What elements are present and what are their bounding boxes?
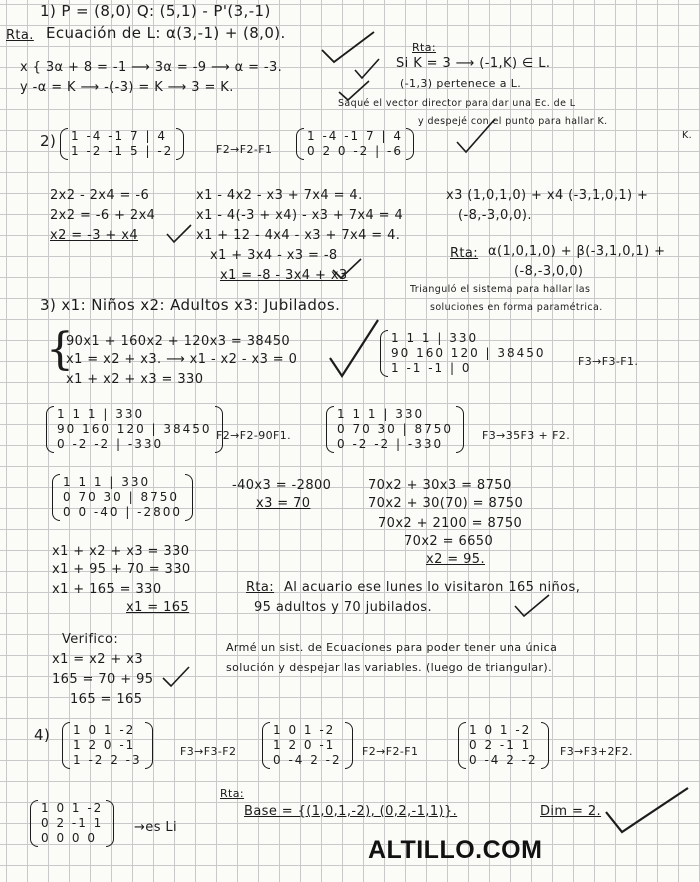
p3-v-1: x1 = x2 + x3 — [52, 652, 144, 667]
matrix-row: 1 -2 -1 5 | -2 — [71, 144, 174, 158]
matrix-row: 0 -2 -2 | -330 — [57, 437, 164, 451]
matrix-row: 1 -2 2 -3 — [73, 753, 142, 767]
matrix-row: 1 0 1 -2 — [469, 723, 532, 737]
matrix-row: 0 -2 -2 | -330 — [337, 437, 444, 451]
p4-matrix-2 — [262, 722, 353, 769]
p4-row-op-3: F3→F3+2F2. — [560, 745, 633, 758]
p2-rta-2: (-8,-3,0,0) — [514, 264, 584, 279]
matrix-row: 0 2 -1 1 — [469, 738, 532, 752]
p2-matrix-1 — [60, 128, 184, 160]
p3-rta-1: Al acuario ese lunes lo visitaron 165 niños, — [284, 580, 581, 595]
p3-matrix-d — [52, 474, 193, 521]
p2-note-2: soluciones en forma paramétrica. — [430, 302, 603, 313]
matrix-row: 1 0 1 -2 — [41, 801, 104, 815]
p2-rta-label: Rta: — [450, 246, 479, 261]
p4-base: Base = {(1,0,1,-2), (0,2,-1,1)}. — [244, 804, 458, 819]
p2-eq-6: x1 + 12 - 4x4 - x3 + 7x4 = 4. — [196, 228, 401, 243]
p2-rta-1: α(1,0,1,0) + β(-3,1,0,1) + — [488, 244, 666, 259]
matrix-row: 1 1 1 | 330 — [337, 407, 425, 421]
matrix-row: 0 2 0 -2 | -6 — [307, 144, 403, 158]
p3-note-2: solución y despejar las variables. (luego de triangular). — [226, 661, 552, 674]
p3-e-3: 70x2 + 30x3 = 8750 — [368, 478, 512, 493]
p3-f-1: x1 + x2 + x3 = 330 — [52, 544, 190, 559]
check-mark-icon — [326, 316, 382, 380]
check-mark-icon — [160, 664, 192, 690]
p4-label: 4) — [34, 726, 51, 744]
matrix-row: 0 -4 2 -2 — [469, 753, 538, 767]
p4-row-op-1: F3→F3-F2 — [180, 745, 237, 758]
p3-sys-1: 90x1 + 160x2 + 120x3 = 38450 — [66, 334, 291, 349]
p3-rta-label: Rta: — [246, 580, 275, 595]
matrix-row: 1 1 1 | 330 — [63, 475, 151, 489]
p3-sys-2: x1 = x2 + x3. ⟶ x1 - x2 - x3 = 0 — [66, 352, 298, 367]
p3-f-4: x1 = 165 — [126, 600, 190, 615]
matrix-row: 90 160 120 | 38450 — [391, 346, 546, 360]
matrix-row: 0 2 -1 1 — [41, 816, 104, 830]
check-mark-icon — [454, 116, 498, 156]
p2-eq-2: 2x2 = -6 + 2x4 — [50, 208, 156, 223]
check-mark-icon — [164, 222, 194, 246]
p3-e-7: x2 = 95. — [426, 552, 485, 567]
p3-e-5: 70x2 + 2100 = 8750 — [378, 516, 523, 531]
matrix-row: 0 0 0 0 — [41, 831, 97, 845]
p3-f-3: x1 + 165 = 330 — [52, 582, 162, 597]
p3-note-1: Armé un sist. de Ecuaciones para poder tener una única — [226, 641, 558, 654]
p3-header: 3) x1: Niños x2: Adultos x3: Jubilados. — [40, 296, 341, 314]
p1-note-2: y despejé con el punto para hallar K. — [418, 116, 608, 127]
p3-verif-label: Verifico: — [62, 632, 119, 647]
p1-system-y: y -α = K ⟶ -(-3) = K ⟶ 3 = K. — [20, 80, 234, 95]
p2-matrix-2 — [296, 128, 414, 160]
p3-matrix-b — [46, 406, 223, 453]
p3-e-2: x3 = 70 — [256, 496, 311, 511]
check-mark-icon — [336, 78, 372, 104]
matrix-row: 1 0 1 -2 — [273, 723, 336, 737]
p2-note-1: Trianguló el sistema para hallar las — [410, 284, 591, 295]
p2-eq-1: 2x2 - 2x4 = -6 — [50, 188, 150, 203]
p3-v-3: 165 = 165 — [70, 692, 143, 707]
altillo-logo: ALTILLO.COM — [368, 836, 543, 864]
matrix-row: 1 -4 -1 7 | 4 — [71, 129, 167, 143]
matrix-row: 1 2 0 -1 — [73, 738, 136, 752]
p2-row-op: F2→F2-F1 — [216, 143, 273, 156]
check-mark-icon — [602, 784, 692, 836]
p3-sys-3: x1 + x2 + x3 = 330 — [66, 372, 204, 387]
p2-eq-4: x1 - 4x2 - x3 + 7x4 = 4. — [196, 188, 363, 203]
p1-header: 1) P = (8,0) Q: (5,1) - P'(3,-1) — [40, 2, 271, 20]
p3-rta-2: 95 adultos y 70 jubilados. — [254, 600, 433, 615]
p3-row-op-c: F3→35F3 + F2. — [482, 429, 571, 442]
p3-e-4: 70x2 + 30(70) = 8750 — [368, 496, 524, 511]
matrix-row: 90 160 120 | 38450 — [57, 422, 212, 436]
p3-matrix-a — [380, 330, 549, 377]
check-mark-icon — [512, 592, 552, 620]
matrix-row: 1 0 1 -2 — [73, 723, 136, 737]
p4-matrix-3 — [458, 722, 549, 769]
matrix-row: 0 -4 2 -2 — [273, 753, 342, 767]
p2-eq-8: x1 = -8 - 3x4 + x3 — [220, 268, 348, 283]
p2-param-1: x3 (1,0,1,0) + x4 (-3,1,0,1) + — [446, 188, 649, 203]
p2-eq-7: x1 + 3x4 - x3 = -8 — [210, 248, 338, 263]
p3-e-6: 70x2 = 6650 — [404, 534, 494, 549]
p1-rta-label: Rta: — [412, 41, 437, 54]
p1-rta-margin: Rta. — [6, 28, 34, 43]
p2-eq-3: x2 = -3 + x4 — [50, 228, 139, 243]
matrix-row: 0 70 30 | 8750 — [337, 422, 454, 436]
matrix-row: 0 70 30 | 8750 — [63, 490, 180, 504]
p4-rta-label: Rta: — [220, 787, 245, 800]
system-brace: { — [46, 324, 74, 375]
p4-dim: Dim = 2. — [540, 804, 602, 819]
matrix-row: 1 2 0 -1 — [273, 738, 336, 752]
p1-system-x: x { 3α + 8 = -1 ⟶ 3α = -9 ⟶ α = -3. — [20, 60, 283, 75]
p3-row-op-b: F2→F2-90F1. — [216, 429, 292, 442]
p3-v-2: 165 = 70 + 95 — [52, 672, 154, 687]
matrix-row: 1 -4 -1 7 | 4 — [307, 129, 403, 143]
p3-e-1: -40x3 = -2800 — [232, 478, 332, 493]
check-mark-icon — [330, 256, 364, 282]
matrix-row: 0 0 -40 | -2800 — [63, 505, 183, 519]
p1-si-k: Si K = 3 ⟶ (-1,K) ∈ L. — [396, 56, 551, 71]
matrix-row: 1 -1 -1 | 0 — [391, 361, 472, 375]
p4-matrix-1 — [62, 722, 153, 769]
matrix-row: 1 1 1 | 330 — [391, 331, 479, 345]
p2-param-2: (-8,-3,0,0). — [458, 208, 532, 223]
p1-pertenece: (-1,3) pertenece a L. — [400, 77, 522, 90]
p3-f-2: x1 + 95 + 70 = 330 — [52, 562, 191, 577]
matrix-row: 1 1 1 | 330 — [57, 407, 145, 421]
p3-row-op-a: F3→F3-F1. — [578, 355, 639, 368]
p1-note-1: Saqué el vector director para dar una Ec. de L — [338, 98, 576, 109]
p2-label: 2) — [40, 132, 57, 150]
p4-row-op-2: F2→F2-F1 — [362, 745, 419, 758]
p4-matrix-4 — [30, 800, 114, 847]
p1-line-equation: Ecuación de L: α(3,-1) + (8,0). — [46, 24, 286, 42]
p1-k-mark: K. — [682, 130, 693, 141]
p4-es-li: →es Li — [134, 820, 178, 835]
p2-eq-5: x1 - 4(-3 + x4) - x3 + 7x4 = 4 — [196, 208, 404, 223]
p3-matrix-c — [326, 406, 464, 453]
